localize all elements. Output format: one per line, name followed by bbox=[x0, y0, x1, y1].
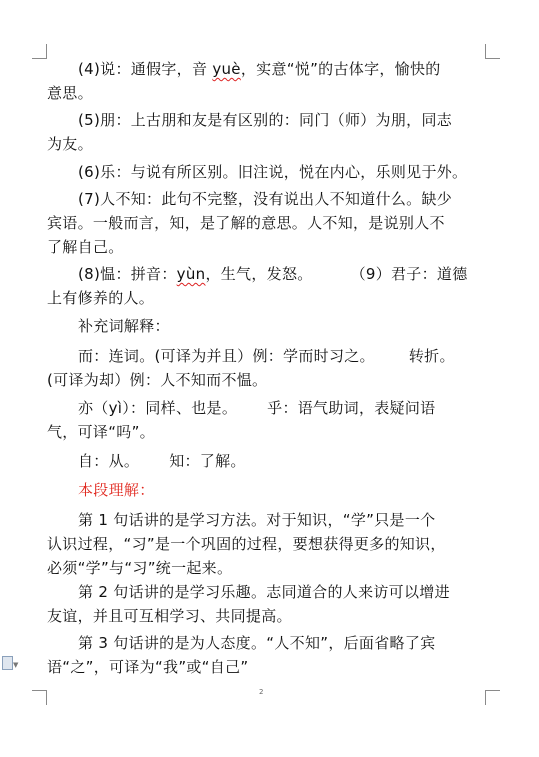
margin-mark-top-right bbox=[485, 44, 500, 59]
text-line: 认识过程，“习”是一个巩固的过程，要想获得更多的知识， bbox=[47, 535, 446, 553]
margin-mark-bottom-left bbox=[32, 690, 47, 705]
text: 知：了解。 bbox=[169, 452, 246, 470]
page-number: 2 bbox=[259, 688, 264, 696]
paragraph-note-4 bbox=[47, 57, 487, 105]
text-line: (6)乐：与说有所区别。旧注说，悦在内心，乐则见于外。 bbox=[78, 163, 468, 181]
text-line: (7)人不知：此句不完整，没有说出人不知道什么。缺少 bbox=[78, 190, 453, 208]
supplement-heading bbox=[47, 314, 487, 338]
paragraph-er bbox=[47, 344, 487, 392]
paragraph-sentence-1 bbox=[47, 508, 487, 580]
page-icon bbox=[2, 656, 13, 670]
chevron-down-icon: ▼ bbox=[13, 661, 19, 669]
text: （9）君子：道德 bbox=[350, 265, 468, 283]
text-line: 第 2 句话讲的是学习乐趣。志同道合的人来访可以增进 bbox=[78, 583, 450, 601]
text-line: (5)朋：上古朋和友是有区别的：同门（师）为朋，同志 bbox=[78, 111, 453, 129]
text: 而：连词。(可译为并且）例：学而时习之。 bbox=[78, 347, 375, 365]
text: 乎：语气助词，表疑问语 bbox=[267, 399, 436, 417]
text-line: 第 3 句话讲的是为人态度。“人不知”，后面省略了宾 bbox=[78, 634, 436, 652]
text-line: 第 1 句话讲的是学习方法。对于知识，“学”只是一个 bbox=[78, 511, 436, 529]
paragraph-yi bbox=[47, 396, 487, 444]
margin-mark-top-left bbox=[32, 44, 47, 59]
text-line: 上有修养的人。 bbox=[47, 289, 155, 307]
text: (8)愠：拼音： bbox=[78, 265, 177, 283]
paragraph-sentence-2 bbox=[47, 580, 487, 628]
text-line: (可译为却）例：人不知而不愠。 bbox=[47, 371, 268, 389]
text: ，生气，发怒。 bbox=[205, 265, 313, 283]
document-navigation-icon[interactable] bbox=[0, 656, 19, 670]
text: 自：从。 bbox=[78, 452, 140, 470]
text: (4)说：通假字，音 bbox=[78, 60, 213, 78]
section-heading bbox=[47, 478, 487, 502]
text-line: 为友。 bbox=[47, 135, 93, 153]
text-line: 气，可译“吗”。 bbox=[47, 423, 155, 441]
text-line: 宾语。一般而言，知，是了解的意思。人不知，是说别人不 bbox=[47, 214, 445, 232]
paragraph-note-7 bbox=[47, 187, 487, 259]
text-line: 必须“学”与“习”统一起来。 bbox=[47, 559, 233, 577]
paragraph-note-5 bbox=[47, 108, 487, 156]
text: ，实意“悦”的古体字，愉快的 bbox=[240, 60, 441, 78]
text-line: 了解自己。 bbox=[47, 238, 124, 256]
paragraph-note-8-9 bbox=[47, 262, 487, 310]
pinyin-yue: yuè bbox=[212, 60, 241, 78]
text: 亦（yì）：同样、也是。 bbox=[78, 399, 238, 417]
pinyin-yun: yùn bbox=[176, 265, 206, 283]
text-line: 语“之”，可译为“我”或“自己” bbox=[47, 658, 249, 676]
text: 转折。 bbox=[408, 347, 455, 365]
paragraph-zi bbox=[47, 449, 487, 473]
text-line: 友谊，并且可互相学习、共同提高。 bbox=[47, 607, 292, 625]
text-line: 意思。 bbox=[47, 84, 93, 102]
text-line: 补充词解释： bbox=[78, 317, 170, 335]
paragraph-note-6 bbox=[47, 160, 487, 184]
margin-mark-bottom-right bbox=[485, 690, 500, 705]
text-line: 本段理解： bbox=[78, 481, 155, 499]
paragraph-sentence-3 bbox=[47, 631, 487, 679]
